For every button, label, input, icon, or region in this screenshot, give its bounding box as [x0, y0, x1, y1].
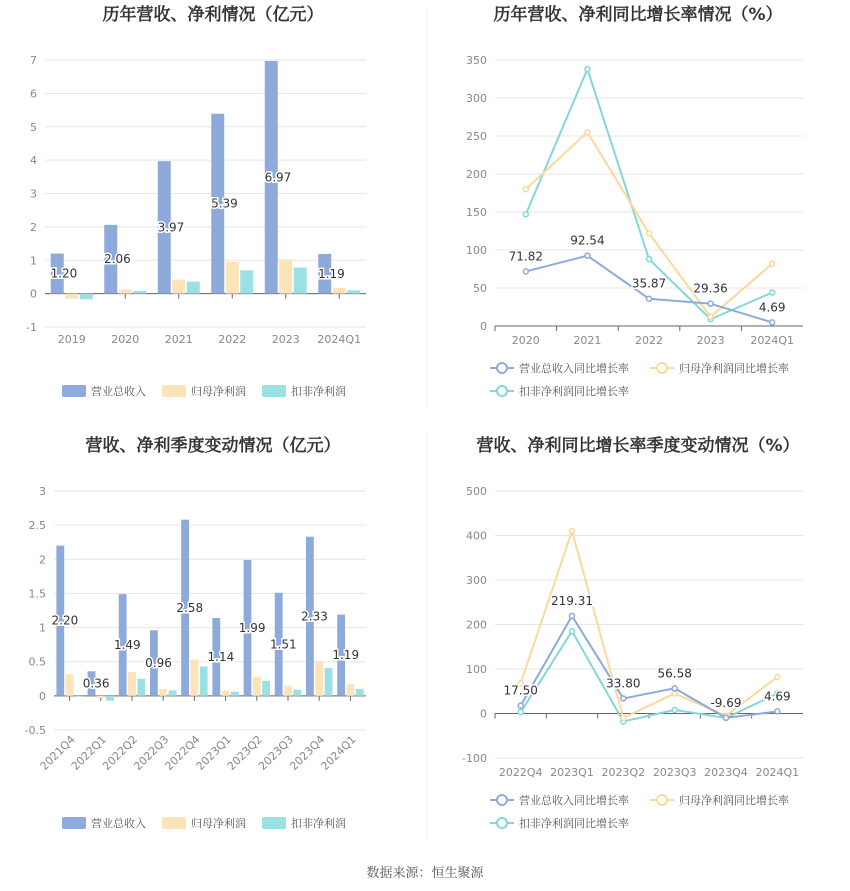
data-label: 219.31: [551, 593, 593, 608]
y-tick-label: -0.5: [24, 724, 46, 737]
bar-deducted-profit: [169, 690, 177, 695]
legend-label: 归母净利润: [191, 817, 246, 830]
x-tick-label: 2022: [218, 333, 247, 346]
x-tick-label: 2023Q3: [652, 766, 697, 779]
bar-parent-profit: [222, 690, 230, 695]
data-label: 1.19: [332, 648, 360, 663]
x-tick-label: 2022Q4: [498, 766, 543, 779]
legend-label: 扣非净利润同比增长率: [519, 385, 629, 398]
x-tick-label: 2020: [111, 333, 140, 346]
line-point: [523, 212, 528, 217]
data-label: 1.49: [113, 637, 141, 652]
x-tick-label: 2022Q1: [68, 732, 109, 773]
bar-parent-profit: [347, 684, 355, 696]
line-point: [672, 691, 677, 696]
data-label: 2.58: [176, 600, 204, 615]
line-point: [621, 715, 626, 720]
x-tick-label: 2021Q4: [37, 732, 78, 773]
line-point: [570, 529, 575, 534]
line-point: [518, 710, 523, 715]
y-tick-label: 0: [480, 320, 487, 333]
bar-parent-profit: [172, 280, 185, 294]
data-label: 4.69: [758, 300, 786, 315]
y-tick-label: 250: [466, 130, 487, 143]
line-point: [523, 187, 528, 192]
x-tick-label: 2021: [164, 333, 193, 346]
legend-label: 扣非净利润: [291, 385, 346, 398]
y-tick-label: 100: [466, 244, 487, 257]
chart-title: 营收、净利同比增长率季度变动情况（%）: [476, 436, 800, 456]
legend-line-marker: [497, 363, 507, 373]
bar-deducted-profit: [106, 696, 114, 701]
bar-deducted-profit: [294, 268, 307, 294]
bar-parent-profit: [65, 294, 78, 299]
y-tick-label: 5: [30, 120, 37, 134]
y-tick-label: 1: [39, 621, 46, 635]
x-tick-label: 2019: [57, 333, 86, 346]
bar-deducted-profit: [240, 270, 253, 293]
bar-parent-profit: [191, 660, 199, 696]
line-point: [770, 320, 775, 325]
bar-parent-profit: [279, 260, 292, 294]
bar-parent-profit: [66, 674, 74, 696]
data-label: 2.33: [301, 609, 328, 624]
data-label: 0.96: [145, 656, 172, 671]
line-point: [672, 686, 677, 691]
legend-swatch: [162, 817, 186, 829]
bar-deducted-profit: [137, 679, 145, 696]
chart-title: 营收、净利季度变动情况（亿元）: [85, 436, 341, 456]
data-label: 3.97: [157, 220, 185, 235]
legend-label: 扣非净利润: [291, 817, 346, 830]
legend-label: 营业总收入同比增长率: [519, 794, 629, 807]
bar-parent-profit: [333, 288, 346, 294]
line-point: [585, 253, 590, 258]
line-point: [708, 314, 713, 319]
legend-label: 扣非净利润同比增长率: [519, 817, 629, 830]
y-tick-label: 2: [30, 220, 37, 234]
data-label: 56.58: [657, 666, 692, 681]
data-label: 1.51: [269, 637, 297, 652]
x-tick-label: 2021: [573, 334, 602, 347]
x-tick-label: 2020: [511, 334, 540, 347]
y-tick-label: 200: [466, 168, 487, 181]
y-tick-label: 0: [39, 689, 46, 703]
y-tick-label: 7: [30, 54, 37, 67]
data-label: 33.80: [606, 676, 641, 691]
bar-deducted-profit: [75, 696, 83, 697]
x-tick-label: 2024Q1: [750, 334, 795, 347]
y-tick-label: 2: [39, 553, 46, 567]
line-point: [775, 675, 780, 680]
legend-label: 归母净利润同比增长率: [679, 362, 789, 375]
y-tick-label: 400: [466, 529, 487, 543]
line-point: [647, 231, 652, 236]
y-tick-label: -100: [462, 752, 487, 765]
x-tick-label: 2024Q1: [317, 333, 362, 346]
bar-deducted-profit: [356, 689, 364, 696]
bar-deducted-profit: [325, 668, 333, 696]
line-point: [621, 696, 626, 701]
legend-swatch: [162, 385, 186, 397]
x-tick-label: 2022Q3: [131, 732, 172, 773]
bar-deducted-profit: [187, 282, 200, 294]
y-tick-label: 100: [466, 663, 487, 676]
line-point: [570, 613, 575, 618]
line-point: [770, 290, 775, 295]
y-tick-label: 0.5: [28, 655, 46, 669]
data-label: -9.69: [710, 695, 742, 710]
legend-label: 归母净利润: [191, 385, 246, 398]
chart-title: 历年营收、净利情况（亿元）: [102, 5, 324, 25]
legend-line-marker: [497, 818, 507, 828]
y-tick-label: 350: [466, 54, 487, 67]
bar-parent-profit: [119, 290, 132, 294]
legend-label: 营业总收入同比增长率: [519, 362, 629, 375]
bar-deducted-profit: [293, 690, 301, 696]
legend-line-marker: [497, 386, 507, 396]
legend-swatch: [262, 385, 286, 397]
line-point: [775, 709, 780, 714]
data-label: 71.82: [508, 249, 543, 264]
bar-parent-profit: [159, 689, 167, 696]
legend-swatch: [262, 817, 286, 829]
y-tick-label: 0: [30, 287, 37, 301]
line-point: [585, 130, 590, 135]
y-tick-label: 1.5: [28, 587, 46, 601]
line-point: [585, 67, 590, 72]
y-tick-label: 0: [480, 707, 487, 721]
y-tick-label: 150: [466, 206, 487, 219]
x-tick-label: 2023: [696, 334, 725, 347]
line-point: [724, 715, 729, 720]
bar-deducted-profit: [231, 692, 239, 696]
bar-deducted-profit: [80, 294, 93, 300]
data-label: 4.69: [763, 689, 791, 704]
y-tick-label: 500: [466, 485, 487, 498]
y-tick-label: 200: [466, 618, 487, 632]
bar-deducted-profit: [133, 291, 146, 294]
bar-deducted-profit: [347, 290, 360, 293]
line-point: [770, 261, 775, 266]
data-label: 1.20: [50, 266, 78, 281]
x-tick-label: 2024Q1: [755, 766, 800, 779]
data-label: 0.36: [82, 676, 110, 691]
line-point: [518, 703, 523, 708]
x-tick-label: 2023Q2: [224, 732, 265, 773]
y-tick-label: 4: [30, 154, 37, 168]
bar-parent-profit: [253, 677, 261, 696]
data-label: 1.19: [318, 266, 345, 281]
x-tick-label: 2024Q1: [318, 732, 359, 773]
x-tick-label: 2023Q1: [193, 732, 234, 773]
data-label: 29.36: [693, 281, 728, 296]
y-tick-label: 50: [473, 282, 487, 295]
legend-label: 营业总收入: [91, 385, 146, 398]
y-tick-label: -1: [26, 321, 37, 334]
x-tick-label: 2023Q3: [256, 732, 297, 773]
bar-parent-profit: [97, 696, 105, 698]
data-label: 1.14: [207, 649, 235, 664]
y-tick-label: 3: [39, 485, 46, 498]
x-tick-label: 2023Q1: [550, 766, 594, 779]
y-tick-label: 6: [30, 87, 37, 101]
x-tick-label: 2023Q4: [287, 732, 328, 773]
data-label: 35.87: [631, 276, 667, 291]
line-point: [647, 296, 652, 301]
x-tick-label: 2022Q4: [162, 732, 203, 773]
legend-line-marker: [497, 795, 507, 805]
legend-label: 营业总收入: [91, 817, 146, 830]
x-tick-label: 2023: [271, 333, 300, 346]
line-point: [672, 707, 677, 712]
data-source-label: 数据来源：恒生聚源: [366, 866, 484, 881]
bar-deducted-profit: [262, 681, 270, 696]
legend-label: 归母净利润同比增长率: [679, 794, 789, 807]
bar-parent-profit: [226, 262, 239, 294]
data-label: 92.54: [570, 233, 605, 248]
x-tick-label: 2023Q4: [704, 766, 748, 779]
x-tick-label: 2022Q2: [100, 732, 141, 773]
data-label: 17.50: [503, 683, 538, 698]
data-label: 6.97: [264, 170, 292, 185]
legend-swatch: [62, 385, 86, 397]
bar-parent-profit: [315, 662, 323, 696]
y-tick-label: 3: [30, 187, 37, 201]
y-tick-label: 2.5: [28, 519, 46, 533]
line-point: [523, 269, 528, 274]
data-label: 5.39: [211, 196, 238, 211]
y-tick-label: 300: [466, 92, 487, 105]
line-point: [570, 629, 575, 634]
data-label: 2.06: [104, 252, 131, 267]
legend-line-marker: [657, 363, 667, 373]
y-tick-label: 1: [30, 254, 37, 268]
bar-parent-profit: [128, 672, 136, 696]
y-tick-label: 300: [466, 574, 487, 587]
x-tick-label: 2022: [635, 334, 663, 347]
x-tick-label: 2023Q2: [601, 766, 646, 779]
bar-parent-profit: [284, 686, 292, 696]
data-label: 2.20: [51, 613, 79, 628]
legend-swatch: [62, 817, 86, 829]
line-point: [647, 257, 652, 262]
legend-line-marker: [657, 795, 667, 805]
chart-title: 历年营收、净利同比增长率情况（%）: [493, 5, 783, 25]
data-label: 1.99: [238, 620, 266, 635]
line-point: [708, 301, 713, 306]
bar-deducted-profit: [200, 666, 208, 695]
